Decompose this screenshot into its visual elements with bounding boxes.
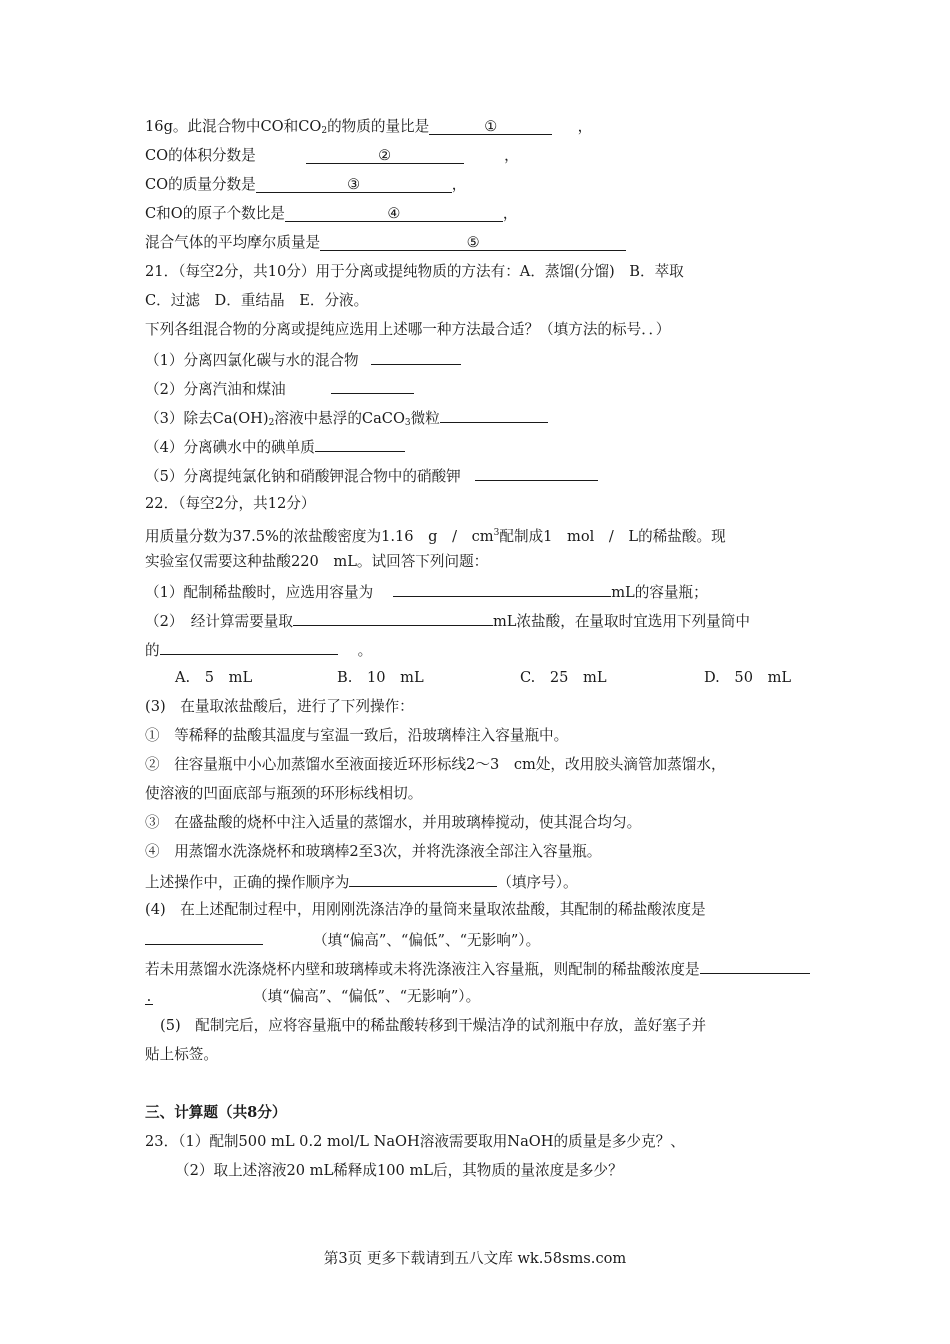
- answer-blank[interactable]: [349, 871, 497, 887]
- item-text: （1）分离四氯化碳与水的混合物: [145, 352, 359, 369]
- blank-marker: ②: [378, 147, 392, 164]
- punct: ，: [504, 147, 519, 164]
- q22-option-d: D. 50 mL: [704, 669, 792, 686]
- blank-marker: ④: [387, 205, 401, 222]
- page-footer: 第3页 更多下载请到五八文库 wk.58sms.com: [323, 1250, 627, 1267]
- subscript: 2: [321, 126, 328, 136]
- sub-text: （2） 经计算需要量取: [145, 613, 293, 630]
- q22-option-b: B. 10 mL: [337, 669, 424, 686]
- q22-sub2: [145, 610, 750, 632]
- q22-order: [145, 871, 578, 893]
- q22-sub5a: (5) 配制完后，应将容量瓶中的稀盐酸转移到干燥洁净的试剂瓶中存放，盖好塞子并: [160, 1017, 707, 1034]
- sub-text: （填“偏高”、“偏低”、“无影响”）。: [313, 932, 541, 949]
- q22-sub4b: [145, 929, 540, 951]
- answer-blank[interactable]: [145, 929, 263, 945]
- answer-blank[interactable]: [315, 436, 405, 452]
- answer-blank-2[interactable]: [306, 148, 464, 164]
- sub-text: 上述操作中，正确的操作顺序为: [145, 874, 350, 891]
- q20-text: CO的质量分数是: [145, 176, 256, 193]
- blank-marker: ①: [484, 118, 498, 135]
- answer-blank[interactable]: [700, 958, 810, 974]
- q21-item-1: [145, 349, 461, 371]
- punct: ，: [451, 176, 467, 193]
- item-text: （4）分离碘水中的碘单质: [145, 439, 315, 456]
- superscript: 3: [493, 528, 500, 538]
- q22-op2b: 使溶液的凹面底部与瓶颈的环形标线相切。: [145, 785, 423, 802]
- q22-sub1: [145, 581, 708, 603]
- q22-sub5b: 贴上标签。: [145, 1046, 218, 1063]
- q20-text: 混合气体的平均摩尔质量是: [145, 234, 321, 251]
- item-text: （2）分离汽油和煤油: [145, 381, 286, 398]
- answer-blank[interactable]: [371, 349, 461, 365]
- q21-item-2: [145, 378, 414, 400]
- answer-blank[interactable]: .: [146, 988, 152, 1005]
- q22-op2a: ② 往容量瓶中小心加蒸馏水至液面接近环形标线2～3 cm处，改用胶头滴管加蒸馏水，: [145, 756, 726, 773]
- q23-part1: 23．（1）配制500 mL 0.2 mol/L NaOH溶液需要取用NaOH的质量是多少克？、: [145, 1133, 685, 1150]
- q21-item-4: [145, 436, 405, 458]
- q20-text: CO的体积分数是: [145, 147, 256, 164]
- para-text: 用质量分数为37.5%的浓盐酸密度为1.16 g / cm: [145, 528, 494, 545]
- sub-text: （1）配制稀盐酸时，应选用容量为: [145, 584, 374, 601]
- sub-text: 若未用蒸馏水洗涤烧杯内壁和玻璃棒或未将洗涤液注入容量瓶，则配制的稀盐酸浓度是: [145, 961, 700, 978]
- sub-text: 。: [357, 642, 373, 659]
- q20-text: 16g。此混合物中CO和CO: [145, 118, 322, 135]
- item-text: 溶液中悬浮的CaCO: [274, 410, 405, 427]
- q20-line5: [145, 233, 626, 253]
- subscript: 3: [404, 418, 411, 428]
- punct: ，: [502, 205, 518, 222]
- q20-line4: [145, 204, 518, 224]
- q22-op4: ④ 用蒸馏水洗涤烧杯和玻璃棒2至3次，并将洗涤液全部注入容量瓶。: [145, 843, 602, 860]
- q20-line1: [145, 117, 592, 141]
- q21-item-5: [145, 465, 598, 487]
- sub-text: mL的容量瓶；: [611, 584, 708, 601]
- q21-item-3: [145, 407, 548, 433]
- answer-blank[interactable]: [475, 465, 598, 481]
- q22-sub4c: [145, 958, 810, 980]
- q22-para2: 实验室仅需要这种盐酸220 mL。试回答下列问题：: [145, 553, 489, 570]
- blank-marker: ⑤: [466, 234, 480, 251]
- answer-blank-4[interactable]: [285, 206, 503, 222]
- q22-sub2b: [145, 639, 372, 661]
- answer-blank[interactable]: [293, 610, 493, 626]
- item-text: （3）除去Ca(OH): [145, 410, 269, 427]
- sub-text: 的: [145, 642, 160, 659]
- para-text: 配制成1 mol / L的稀盐酸。现: [499, 528, 726, 545]
- section-title: 三、计算题（共8分）: [145, 1104, 287, 1121]
- q20-text: C和O的原子个数比是: [145, 205, 285, 222]
- q20-line3: [145, 175, 466, 195]
- item-text: （5）分离提纯氯化钠和硝酸钾混合物中的硝酸钾: [145, 468, 461, 485]
- punct: ，: [577, 118, 593, 135]
- subscript: 2: [268, 418, 275, 428]
- q22-sub4a: (4) 在上述配制过程中，用刚刚洗涤洁净的量筒来量取浓盐酸，其配制的稀盐酸浓度是: [145, 901, 706, 918]
- sub-text: （填序号）。: [497, 874, 578, 891]
- q21-options: C．过滤 D．重结晶 E．分液。: [145, 292, 369, 309]
- item-text: 微粒: [410, 410, 440, 427]
- q23-part2: （2）取上述溶液20 mL稀释成100 mL后，其物质的量浓度是多少？: [175, 1162, 623, 1179]
- answer-blank[interactable]: [440, 407, 548, 423]
- q22-op3: ③ 在盛盐酸的烧杯中注入适量的蒸馏水，并用玻璃棒搅动，使其混合均匀。: [145, 814, 642, 831]
- answer-blank-1[interactable]: [429, 119, 552, 135]
- sub-text: mL浓盐酸，在量取时宜选用下列量筒中: [492, 613, 750, 630]
- blank-marker: ③: [347, 176, 361, 193]
- answer-blank[interactable]: [393, 581, 611, 597]
- q22-header: 22．（每空2分，共12分）: [145, 495, 316, 512]
- answer-blank-3[interactable]: [256, 177, 452, 193]
- q22-sub4d: [145, 987, 480, 1007]
- answer-blank-5[interactable]: [320, 235, 626, 251]
- sub-text: （填“偏高”、“偏低”、“无影响”）。: [253, 988, 481, 1005]
- q22-option-a: A. 5 mL: [175, 669, 253, 686]
- q22-para1: [145, 523, 726, 547]
- q20-text: 的物质的量比是: [327, 118, 430, 135]
- q21-header: 21．（每空2分，共10分）用于分离或提纯物质的方法有：A．蒸馏(分馏) B．萃取: [145, 263, 684, 280]
- q22-sub3: (3) 在量取浓盐酸后，进行了下列操作：: [145, 698, 414, 715]
- q22-option-c: C. 25 mL: [520, 669, 607, 686]
- q22-op1: ① 等稀释的盐酸其温度与室温一致后，沿玻璃棒注入容量瓶中。: [145, 727, 569, 744]
- q20-line2: [145, 146, 519, 166]
- answer-blank[interactable]: [160, 639, 338, 655]
- answer-blank[interactable]: [331, 378, 414, 394]
- q21-instruction: 下列各组混合物的分离或提纯应选用上述哪一种方法最合适？（填方法的标号．．）: [145, 321, 671, 338]
